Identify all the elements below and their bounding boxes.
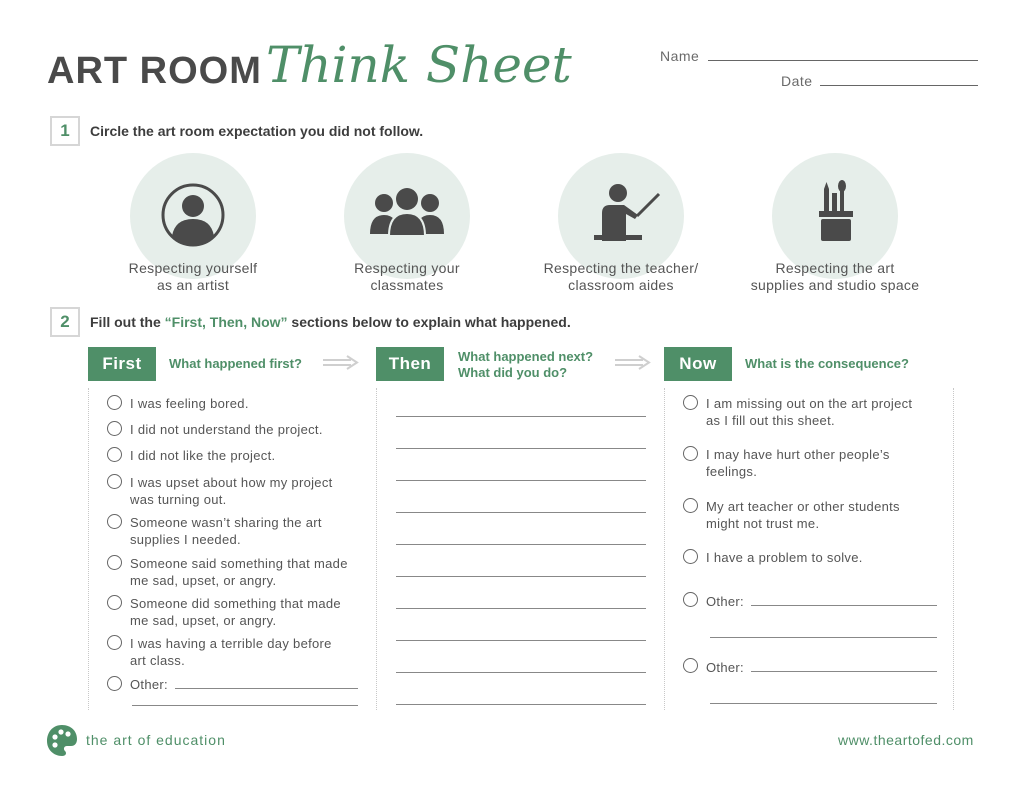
first-option-text: I was having a terrible day before art class.: [130, 636, 332, 668]
then-header: Then: [376, 347, 444, 381]
expectation-label-supplies: Respecting the art supplies and studio space: [750, 260, 920, 293]
first-option-text: I was feeling bored.: [130, 396, 249, 411]
now-option-radio[interactable]: [683, 498, 698, 513]
palette-logo-icon: [46, 723, 78, 757]
first-question: What happened first?: [169, 356, 302, 371]
footer-brand: the art of education: [86, 732, 226, 748]
then-writing-line[interactable]: [396, 416, 646, 417]
now-option-text: I am missing out on the art project as I fill out this sheet.: [706, 396, 913, 428]
first-option-text: Someone said something that made me sad, upset, or angry.: [130, 556, 348, 588]
step-1-instruction: Circle the art room expectation you did not follow.: [90, 123, 424, 139]
now-option-radio[interactable]: [683, 549, 698, 564]
expectation-label-classmates: Respecting your classmates: [354, 260, 460, 293]
now-other-label: Other:: [706, 594, 744, 609]
now-other-label: Other:: [706, 660, 744, 675]
now-other-input[interactable]: [751, 671, 937, 672]
then-writing-line[interactable]: [396, 608, 646, 609]
name-label: Name: [660, 48, 700, 64]
expectation-label-teacher: Respecting the teacher/ classroom aides: [543, 260, 699, 293]
now-other-input[interactable]: [751, 605, 937, 606]
column-divider: [664, 388, 665, 710]
now-option-radio[interactable]: [683, 446, 698, 461]
column-divider: [953, 388, 954, 710]
step-2-number: 2: [50, 307, 80, 337]
then-writing-line[interactable]: [396, 448, 646, 449]
first-option-radio[interactable]: [107, 395, 122, 410]
first-option-text: I did not understand the project.: [130, 422, 323, 437]
first-option-radio[interactable]: [107, 474, 122, 489]
expectation-label-yourself: Respecting yourself as an artist: [128, 260, 258, 293]
now-option-radio[interactable]: [683, 395, 698, 410]
now-other-radio[interactable]: [683, 658, 698, 673]
first-option-text: I did not like the project.: [130, 448, 276, 463]
first-option-radio[interactable]: [107, 421, 122, 436]
page-title-script: Think Sheet: [266, 36, 572, 94]
arrow-right-icon: [615, 355, 653, 373]
now-question: What is the consequence?: [745, 356, 909, 371]
first-option-text: Someone wasn’t sharing the art supplies I needed.: [130, 515, 322, 547]
first-header: First: [88, 347, 156, 381]
then-writing-line[interactable]: [396, 704, 646, 705]
first-other-label: Other:: [130, 677, 168, 692]
page-title: ART ROOM: [47, 50, 262, 92]
first-option-text: I was upset about how my project was turning out.: [130, 475, 333, 507]
then-writing-line[interactable]: [396, 512, 646, 513]
now-header: Now: [664, 347, 732, 381]
now-other-input-line2[interactable]: [710, 703, 937, 704]
first-option-radio[interactable]: [107, 447, 122, 462]
first-option-radio[interactable]: [107, 595, 122, 610]
first-other-input[interactable]: [175, 688, 358, 689]
now-option-text: I have a problem to solve.: [706, 550, 863, 565]
footer-url[interactable]: www.theartofed.com: [838, 732, 974, 748]
now-option-text: My art teacher or other students might not trust me.: [706, 499, 900, 531]
first-other-radio[interactable]: [107, 676, 122, 691]
step-1-number: 1: [50, 116, 80, 146]
date-label: Date: [781, 73, 813, 89]
step-2-instruction: Fill out the “First, Then, Now” sections below to explain what happened.: [90, 314, 571, 330]
then-writing-line[interactable]: [396, 544, 646, 545]
first-option-radio[interactable]: [107, 514, 122, 529]
column-divider: [376, 388, 377, 710]
now-other-radio[interactable]: [683, 592, 698, 607]
first-option-radio[interactable]: [107, 555, 122, 570]
arrow-right-icon: [323, 355, 361, 373]
then-writing-line[interactable]: [396, 640, 646, 641]
now-other-input-line2[interactable]: [710, 637, 937, 638]
then-writing-line[interactable]: [396, 672, 646, 673]
then-question: What happened next? What did you do?: [458, 349, 594, 380]
first-option-radio[interactable]: [107, 635, 122, 650]
first-option-text: Someone did something that made me sad, upset, or angry.: [130, 596, 341, 628]
name-field[interactable]: [708, 60, 978, 61]
then-writing-line[interactable]: [396, 480, 646, 481]
column-divider: [88, 388, 89, 710]
then-writing-line[interactable]: [396, 576, 646, 577]
now-option-text: I may have hurt other people’s feelings.: [706, 447, 890, 479]
first-other-input-line2[interactable]: [132, 705, 358, 706]
date-field[interactable]: [820, 85, 978, 86]
